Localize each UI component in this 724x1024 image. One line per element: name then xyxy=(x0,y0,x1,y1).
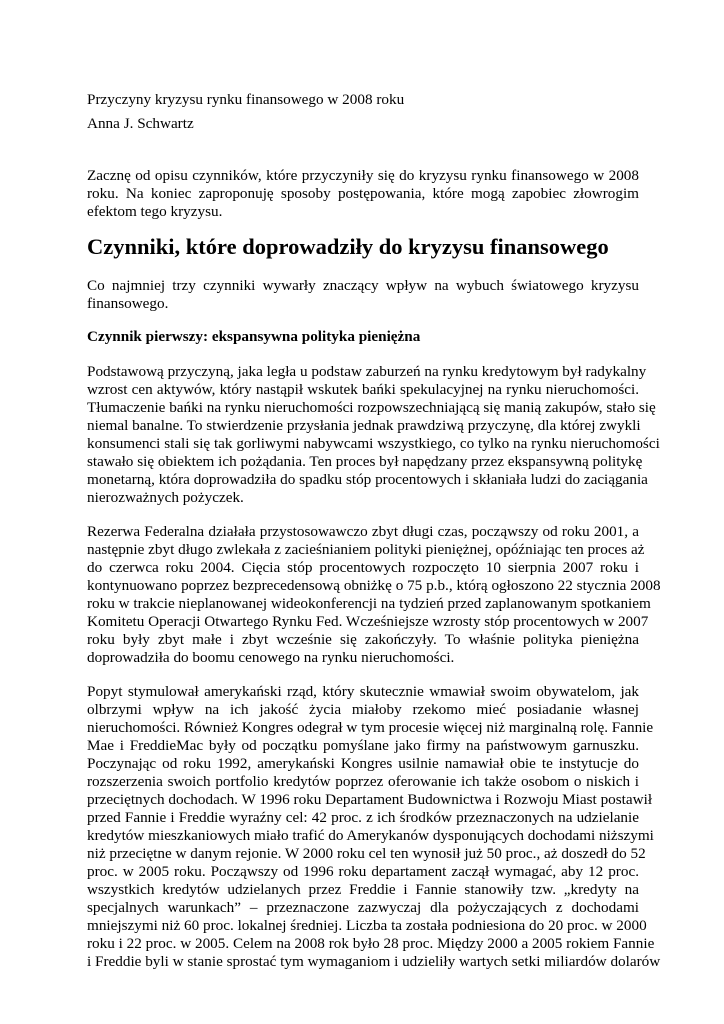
document-author: Anna J. Schwartz xyxy=(87,115,194,132)
paragraph-line: przeciętnych dochodach. W 1996 roku Departament Budownictwa i Rozwoju Miast postawił xyxy=(87,791,653,808)
paragraph-line: przed Fannie i Freddie wyraźny cel: 42 proc. z ich środków przeznaczonych na udzielanie xyxy=(87,809,639,826)
paragraph-line: Tłumaczenie bańki na rynku nieruchomości rozpowszechniającą się manią zakupów, stało się xyxy=(87,399,656,416)
paragraph-line: Co najmniej trzy czynniki wywarły znaczący wpływ na wybuch światowego kryzysu xyxy=(87,277,639,294)
paragraph-line: Mae i FreddieMac były od początku pomyślane jako firmy na państwowym garnuszku. xyxy=(87,737,639,754)
paragraph-line: Zacznę od opisu czynników, które przyczyniły się do kryzysu rynku finansowego w 2008 xyxy=(87,167,639,184)
paragraph-line: nieruchomości. Również Kongres odegrał w tym procesie więcej niż marginalną rolę. Fannie xyxy=(87,719,654,736)
paragraph-line: roku w trakcie nieplanowanej wideokonferencji na tydzień przed zaplanowanym spotkaniem xyxy=(87,595,651,612)
paragraph-line: kredytów mieszkaniowych miało trafić do Amerykanów dysponujących dochodami niższymi xyxy=(87,827,654,844)
paragraph-line: do czerwca roku 2004. Cięcia stóp procentowych rozpoczęto 10 sierpnia 2007 roku i xyxy=(87,559,639,576)
paragraph-line: niemal banalne. To stwierdzenie przysłania jednak prawdziwą przyczynę, dla której zwykli xyxy=(87,417,641,434)
paragraph-line: niż przeciętne w danym rejonie. W 2000 roku cel ten wynosił już 50 proc., aż doszedł do 52 xyxy=(87,845,646,862)
paragraph-line: i Freddie byli w stanie sprostać tym wymaganiom i udzieliły wartych setki miliardów dolarów xyxy=(87,953,661,970)
document-title: Przyczyny kryzysu rynku finansowego w 2008 roku xyxy=(87,91,405,108)
paragraph-line: Komitetu Operacji Otwartego Rynku Fed. Wcześniejsze wzrosty stóp procentowych w 2007 xyxy=(87,613,649,630)
section-heading: Czynniki, które doprowadziły do kryzysu finansowego xyxy=(87,234,609,259)
paragraph-line: doprowadziła do boomu cenowego na rynku nieruchomości. xyxy=(87,649,455,666)
paragraph-line: Poczynając od roku 1992, amerykański Kongres usilnie namawiał obie te instytucje do xyxy=(87,755,639,772)
paragraph-line: rozszerzenia swoich portfolio kredytów poprzez oferowanie ich także osobom o niskich i xyxy=(87,773,639,790)
paragraph-line: następnie zbyt długo zwlekała z zacieśnianiem polityki pieniężnej, opóźniając ten proces aż xyxy=(87,541,645,558)
paragraph-line: monetarną, która doprowadziła do spadku stóp procentowych i skłaniała ludzi do zaciągania xyxy=(87,471,648,488)
paragraph-line: kontynuowano poprzez bezprecedensową obniżkę o 75 p.b., którą ogłoszono 22 stycznia 2008 xyxy=(87,577,661,594)
paragraph-line: olbrzymi wpływ na ich jakość życia miałoby rzekomo mieć posiadanie własnej xyxy=(87,701,639,718)
paragraph-line: specjalnych warunkach” – przeznaczone zazwyczaj dla pożyczających z dochodami xyxy=(87,899,639,916)
paragraph-line: finansowego. xyxy=(87,295,169,312)
subsection-heading: Czynnik pierwszy: ekspansywna polityka pieniężna xyxy=(87,328,421,345)
paragraph-line: Popyt stymulował amerykański rząd, który skutecznie wmawiał swoim obywatelom, jak xyxy=(87,683,639,700)
paragraph-line: wzrost cen aktywów, który nastąpił wskutek bańki spekulacyjnej na rynku nieruchomości. xyxy=(87,381,639,398)
paragraph-line: nierozważnych pożyczek. xyxy=(87,489,244,506)
paragraph-line: konsumenci stali się tak gorliwymi nabywcami wszystkiego, co tylko na rynku nieruchomości xyxy=(87,435,660,452)
paragraph-line: Rezerwa Federalna działała przystosowawczo zbyt długi czas, począwszy od roku 2001, a xyxy=(87,523,639,540)
paragraph-line: wszystkich kredytów udzielanych przez Freddie i Fannie stanowiły tzw. „kredyty na xyxy=(87,881,639,898)
paragraph-line: mniejszymi niż 60 proc. lokalnej średniej. Liczba ta została podniesiona do 20 proc. w 2000 xyxy=(87,917,647,934)
paragraph-line: proc. w 2005 roku. Począwszy od 1996 roku departament zaczął wymagać, aby 12 proc. xyxy=(87,863,639,880)
paragraph-line: efektom tego kryzysu. xyxy=(87,203,223,220)
paragraph-line: roku były zbyt małe i zbyt wcześnie się zakończyły. To właśnie polityka pieniężna xyxy=(87,631,639,648)
paragraph-line: roku. Na koniec zaproponuję sposoby postępowania, które mogą zapobiec złowrogim xyxy=(87,185,639,202)
paragraph-line: Podstawową przyczyną, jaka legła u podstaw zaburzeń na rynku kredytowym był radykalny xyxy=(87,363,647,380)
paragraph-line: stawało się obiektem ich pożądania. Ten proces był napędzany przez ekspansywną politykę xyxy=(87,453,643,470)
paragraph-line: roku i 22 proc. w 2005. Celem na 2008 rok było 28 proc. Między 2000 a 2005 rokiem Fannie xyxy=(87,935,655,952)
